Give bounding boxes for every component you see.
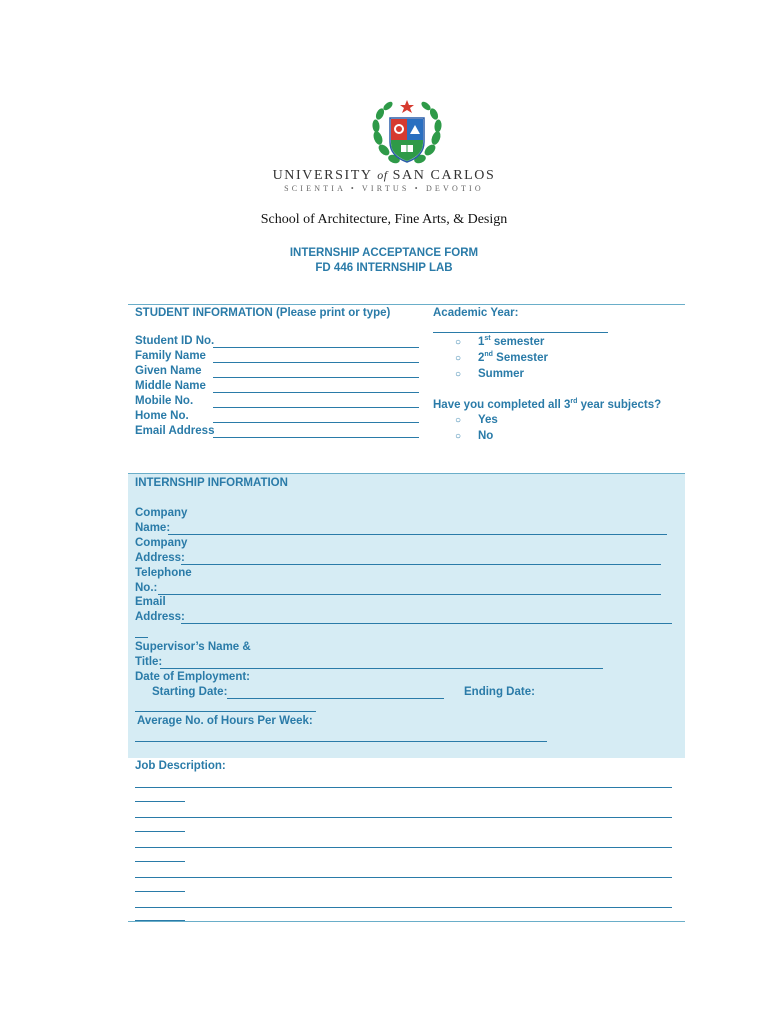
section-divider xyxy=(128,304,685,305)
given-name-field[interactable] xyxy=(213,377,419,378)
academic-year-heading: Academic Year: xyxy=(433,307,519,319)
internship-info-heading: INTERNSHIP INFORMATION xyxy=(135,477,288,489)
supervisor-label-2: Title: xyxy=(135,656,163,668)
home-no-label: Home No. xyxy=(135,410,189,422)
section-divider xyxy=(128,921,685,922)
radio-circle-icon[interactable]: ○ xyxy=(455,369,462,380)
email-address-field[interactable] xyxy=(213,437,419,438)
family-name-label: Family Name xyxy=(135,350,206,362)
job-description-line[interactable] xyxy=(135,907,672,908)
company-name-label-1: Company xyxy=(135,507,188,519)
starting-date-field[interactable] xyxy=(227,698,444,699)
company-name-label-2: Name: xyxy=(135,522,171,534)
middle-name-field[interactable] xyxy=(213,392,419,393)
student-info-heading: STUDENT INFORMATION (Please print or type) xyxy=(135,307,391,319)
given-name-label: Given Name xyxy=(135,365,202,377)
company-address-label-2: Address: xyxy=(135,552,185,564)
option-first-semester[interactable]: 1st semester xyxy=(478,335,545,348)
student-id-label: Student ID No. xyxy=(135,335,215,347)
form-title: INTERNSHIP ACCEPTANCE FORM FD 446 INTERNSHIP LAB xyxy=(289,247,479,274)
answer-yes[interactable]: Yes xyxy=(478,414,498,426)
starting-date-label: Starting Date: xyxy=(152,686,228,698)
radio-circle-icon[interactable]: ○ xyxy=(455,353,462,364)
date-of-employment-label: Date of Employment: xyxy=(135,671,251,683)
ending-date-label: Ending Date: xyxy=(464,686,535,698)
supervisor-label-1: Supervisor’s Name & xyxy=(135,641,251,653)
hours-per-week-field[interactable] xyxy=(135,741,547,742)
university-seal-icon xyxy=(368,98,446,170)
option-second-semester[interactable]: 2nd Semester xyxy=(478,351,548,364)
email-field-continuation[interactable] xyxy=(135,637,148,638)
radio-circle-icon[interactable]: ○ xyxy=(455,337,462,348)
job-description-line[interactable] xyxy=(135,831,185,832)
email-address-label: Email Address xyxy=(135,425,215,437)
school-name: School of Architecture, Fine Arts, & Design xyxy=(260,212,508,227)
mobile-no-field[interactable] xyxy=(213,407,419,408)
telephone-label-2: No.: xyxy=(135,582,158,594)
answer-no[interactable]: No xyxy=(478,430,494,442)
family-name-field[interactable] xyxy=(213,362,419,363)
telephone-label-1: Telephone xyxy=(135,567,192,579)
job-description-line[interactable] xyxy=(135,877,672,878)
job-description-line[interactable] xyxy=(135,891,185,892)
email-field[interactable] xyxy=(181,623,672,624)
supervisor-field[interactable] xyxy=(160,668,603,669)
job-description-line[interactable] xyxy=(135,847,672,848)
job-description-line[interactable] xyxy=(135,861,185,862)
student-id-field[interactable] xyxy=(213,347,419,348)
option-summer[interactable]: Summer xyxy=(478,368,525,380)
company-address-field[interactable] xyxy=(181,564,661,565)
mobile-no-label: Mobile No. xyxy=(135,395,194,407)
email-label-1: Email xyxy=(135,596,166,608)
completed-subjects-question: Have you completed all 3rd year subjects? xyxy=(433,398,662,411)
company-name-field[interactable] xyxy=(168,534,667,535)
radio-circle-icon[interactable]: ○ xyxy=(455,431,462,442)
email-label-2: Address: xyxy=(135,611,185,623)
hours-per-week-label: Average No. of Hours Per Week: xyxy=(137,715,313,727)
job-description-heading: Job Description: xyxy=(135,760,226,772)
ending-date-field[interactable] xyxy=(135,711,316,712)
job-description-line[interactable] xyxy=(135,801,185,802)
middle-name-label: Middle Name xyxy=(135,380,206,392)
company-address-label-1: Company xyxy=(135,537,188,549)
university-motto: SCIENTIA • VIRTUS • DEVOTIO xyxy=(284,184,484,193)
telephone-field[interactable] xyxy=(158,594,661,595)
job-description-line[interactable] xyxy=(135,787,672,788)
radio-circle-icon[interactable]: ○ xyxy=(455,415,462,426)
job-description-line[interactable] xyxy=(135,817,672,818)
university-name: UNIVERSITY of SAN CARLOS xyxy=(272,168,496,183)
home-no-field[interactable] xyxy=(213,422,419,423)
academic-year-field[interactable] xyxy=(433,332,608,333)
